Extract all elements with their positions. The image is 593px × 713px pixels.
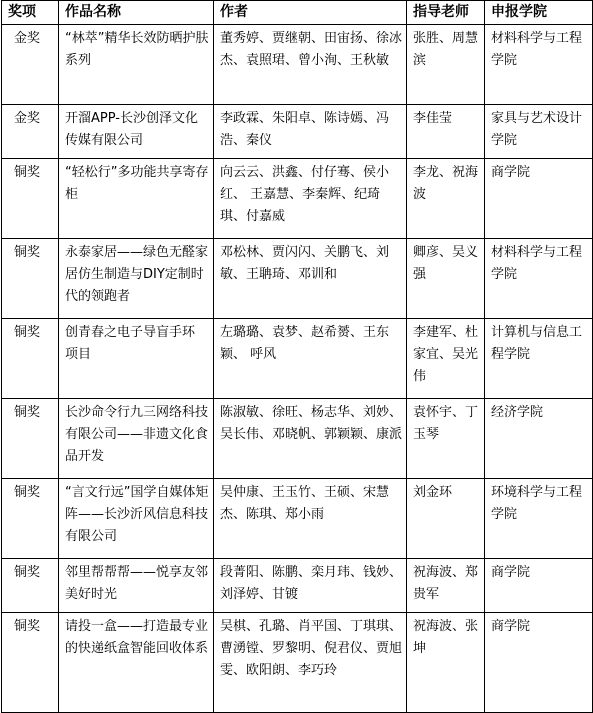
project-cell: “言文行远”国学自媒体矩阵——长沙沂风信息科技有限公司	[59, 479, 214, 559]
award-cell: 铜奖	[2, 399, 59, 479]
college-cell: 计算机与信息工程学院	[485, 319, 593, 399]
teacher-cell: 祝海波、郑贵军	[407, 559, 485, 613]
college-cell: 环境科学与工程学院	[485, 479, 593, 559]
project-cell	[59, 319, 214, 399]
project-cell: 长沙命令行九三网络科技有限公司——非遗文化食品开发	[59, 399, 214, 479]
teacher-cell: 袁怀宇、丁玉琴	[407, 399, 485, 479]
award-cell: 铜奖	[2, 159, 59, 239]
authors-cell: 吴棋、孔璐、肖平国、丁琪琪、曹湧镗、罗黎明、倪君仪、贾旭雯、欧阳朗、李巧玲	[214, 613, 407, 713]
table-row	[2, 399, 593, 479]
project-cell: “林萃”精华长效防晒护肤系列	[59, 25, 214, 105]
project-cell: “轻松行”多功能共享寄存柜	[59, 159, 214, 239]
teacher-cell: 李建军、杜家宜、吴光伟	[407, 319, 485, 399]
teacher-cell: 刘金环	[407, 479, 485, 559]
project-cell: 邻里帮帮帮——悦享友邻美好时光	[59, 559, 214, 613]
teacher-cell: 祝海波、张坤	[407, 613, 485, 713]
header-award: 奖项	[2, 1, 59, 25]
project-line: 创青春之电子导盲手环	[65, 325, 196, 340]
table-row	[2, 239, 593, 319]
teacher-cell: 卿彦、吴义强	[407, 239, 485, 319]
authors-cell: 董秀婷、贾继朝、田宙扬、徐冰杰、袁照珺、曾小洵、王秋敏	[214, 25, 407, 105]
college-cell: 商学院	[485, 159, 593, 239]
authors-cell: 邓松林、贾闪闪、关鹏飞、刘敏、王聃琦、邓训和	[214, 239, 407, 319]
table-row	[2, 25, 593, 105]
table-row	[2, 319, 593, 399]
award-cell: 金奖	[2, 105, 59, 159]
teacher-cell: 张胜、周慧滨	[407, 25, 485, 105]
authors-cell: 段菁阳、陈鹏、栾月玮、钱妙、刘泽婷、甘镀	[214, 559, 407, 613]
college-cell: 经济学院	[485, 399, 593, 479]
college-cell: 商学院	[485, 613, 593, 713]
table-row	[2, 613, 593, 713]
college-cell: 材料科学与工程学院	[485, 25, 593, 105]
authors-cell: 李政霖、朱阳卓、陈诗嫣、冯浩、秦仪	[214, 105, 407, 159]
project-cell: 请投一盒——打造最专业的快递纸盒智能回收体系	[59, 613, 214, 713]
project-cell: 永泰家居——绿色无醛家居仿生制造与DIY定制时代的领跑者	[59, 239, 214, 319]
project-cell: 开溜APP-长沙创泽文化传媒有限公司	[59, 105, 214, 159]
header-teacher: 指导老师	[407, 1, 485, 25]
college-cell: 家具与艺术设计学院	[485, 105, 593, 159]
award-cell: 铜奖	[2, 613, 59, 713]
award-cell: 铜奖	[2, 239, 59, 319]
authors-cell: 陈淑敏、徐旺、杨志华、刘妙、吴长伟、邓晓帆、郭颖颖、康派	[214, 399, 407, 479]
award-cell: 铜奖	[2, 559, 59, 613]
award-cell: 金奖	[2, 25, 59, 105]
college-cell: 商学院	[485, 559, 593, 613]
header-college: 申报学院	[485, 1, 593, 25]
college-cell: 材料科学与工程学院	[485, 239, 593, 319]
header-project: 作品名称	[59, 1, 214, 25]
table-row	[2, 559, 593, 613]
table-row	[2, 105, 593, 159]
authors-cell: 向云云、洪鑫、付仔骞、侯小红、 王嘉慧、李秦辉、纪琦琪、付嘉威	[214, 159, 407, 239]
awards-table	[1, 0, 593, 713]
project-line: 项目	[65, 347, 92, 362]
teacher-cell: 李佳莹	[407, 105, 485, 159]
table-row	[2, 479, 593, 559]
award-cell: 铜奖	[2, 479, 59, 559]
authors-cell: 左璐璐、袁梦、赵希赟、王东颖、 呼风	[214, 319, 407, 399]
header-row	[2, 1, 593, 25]
award-cell: 铜奖	[2, 319, 59, 399]
teacher-cell: 李龙、祝海波	[407, 159, 485, 239]
header-authors: 作者	[214, 1, 407, 25]
authors-cell: 吴仲康、王玉竹、王硕、宋慧杰、陈琪、郑小雨	[214, 479, 407, 559]
table-row	[2, 159, 593, 239]
